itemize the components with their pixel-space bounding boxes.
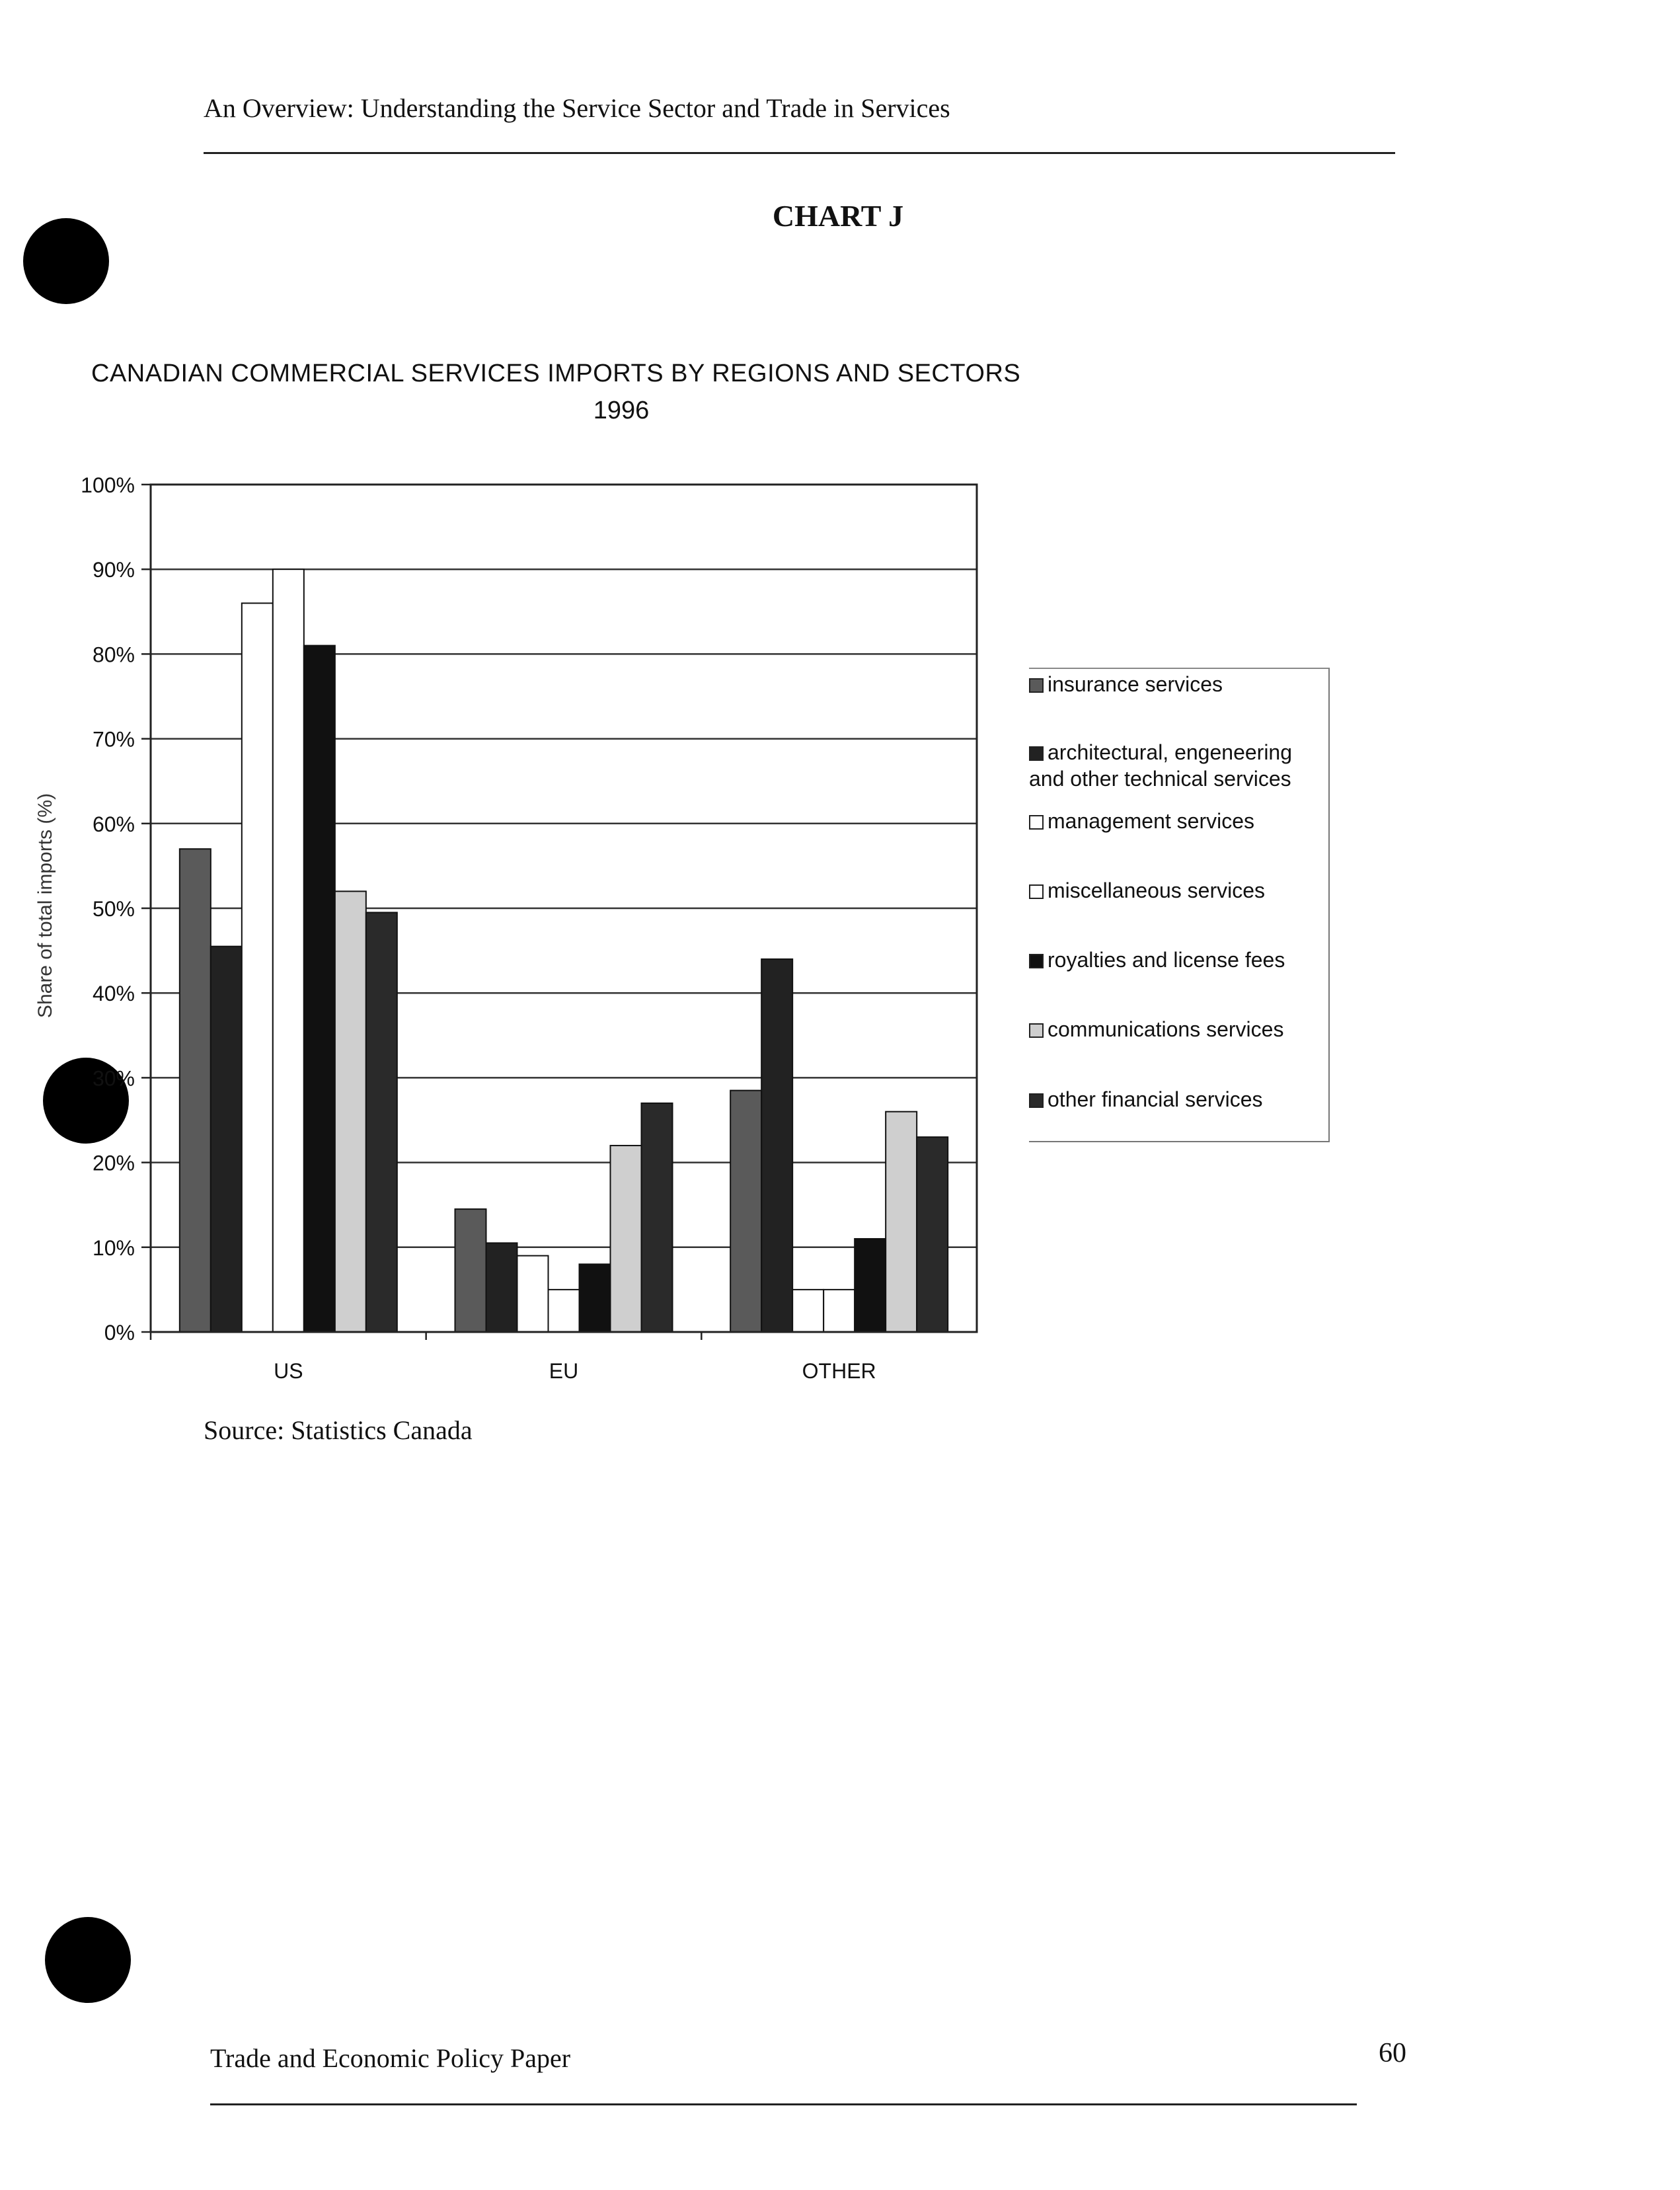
y-tick-label: 20% bbox=[92, 1151, 135, 1175]
footer-title: Trade and Economic Policy Paper bbox=[210, 2043, 571, 2073]
bar-eu-5 bbox=[580, 1264, 611, 1332]
legend-item bbox=[1029, 1016, 1283, 1042]
bar-eu-1 bbox=[455, 1209, 486, 1332]
chart-title: CANADIAN COMMERCIAL SERVICES IMPORTS BY REGIONS AND SECTORS bbox=[91, 360, 1021, 387]
y-tick-label: 50% bbox=[92, 897, 135, 921]
y-tick-label: 30% bbox=[92, 1066, 135, 1091]
y-tick-label: 100% bbox=[81, 473, 135, 497]
bar-other-6 bbox=[886, 1112, 917, 1332]
legend-swatch bbox=[1029, 746, 1044, 761]
legend-label: insurance services bbox=[1048, 672, 1223, 696]
bar-other-7 bbox=[917, 1137, 948, 1332]
legend-swatch bbox=[1029, 1023, 1044, 1038]
x-tick-label: EU bbox=[549, 1359, 579, 1383]
legend-label: architectural, engeneering and other technical services bbox=[1029, 740, 1293, 791]
y-tick-label: 40% bbox=[92, 982, 135, 1006]
bar-us-7 bbox=[366, 912, 397, 1332]
y-tick-label: 10% bbox=[92, 1235, 135, 1260]
y-tick-label: 90% bbox=[92, 558, 135, 582]
bar-other-4 bbox=[823, 1290, 855, 1332]
legend-label: royalties and license fees bbox=[1048, 948, 1285, 972]
bar-eu-4 bbox=[549, 1290, 580, 1332]
bar-eu-6 bbox=[611, 1146, 642, 1332]
legend-swatch bbox=[1029, 1093, 1044, 1108]
legend-item bbox=[1029, 671, 1223, 697]
bar-us-5 bbox=[304, 646, 335, 1332]
bar-us-6 bbox=[335, 891, 366, 1332]
legend-label: management services bbox=[1048, 809, 1255, 833]
bar-other-1 bbox=[730, 1091, 761, 1332]
chart-label: CHART J bbox=[772, 199, 904, 233]
bar-other-3 bbox=[792, 1290, 823, 1332]
legend-label: communications services bbox=[1048, 1017, 1284, 1041]
y-tick-label: 70% bbox=[92, 727, 135, 752]
x-tick-label: US bbox=[274, 1359, 303, 1383]
legend-swatch bbox=[1029, 678, 1044, 693]
bar-us-3 bbox=[242, 603, 273, 1332]
punch-hole-bottom bbox=[45, 1917, 131, 2003]
legend-label: other financial services bbox=[1048, 1087, 1263, 1111]
bar-eu-7 bbox=[642, 1103, 673, 1332]
legend-swatch bbox=[1029, 815, 1044, 830]
bar-other-2 bbox=[761, 959, 792, 1332]
y-tick-label: 80% bbox=[92, 643, 135, 667]
legend-item bbox=[1029, 1086, 1262, 1113]
y-tick-label: 0% bbox=[104, 1321, 135, 1345]
legend-item bbox=[1029, 877, 1265, 904]
bar-us-2 bbox=[211, 947, 242, 1332]
legend-item bbox=[1029, 739, 1292, 792]
chart-subtitle: 1996 bbox=[593, 397, 650, 424]
source-note: Source: Statistics Canada bbox=[204, 1415, 473, 1445]
bar-other-5 bbox=[855, 1239, 886, 1332]
bar-eu-3 bbox=[517, 1256, 549, 1332]
running-header: An Overview: Understanding the Service Sector and Trade in Services bbox=[204, 93, 950, 123]
bar-us-1 bbox=[180, 849, 211, 1332]
x-tick-label: OTHER bbox=[802, 1359, 876, 1383]
legend-item bbox=[1029, 808, 1254, 834]
y-axis-label: Share of total imports (%) bbox=[34, 793, 56, 1019]
legend-label: miscellaneous services bbox=[1048, 879, 1266, 902]
footer-rule bbox=[210, 2103, 1357, 2105]
y-tick-label: 60% bbox=[92, 812, 135, 836]
legend-swatch bbox=[1029, 954, 1044, 968]
legend-item bbox=[1029, 947, 1285, 973]
page-number: 60 bbox=[1379, 2038, 1406, 2068]
bar-eu-2 bbox=[486, 1243, 517, 1332]
bar-us-4 bbox=[273, 569, 304, 1332]
legend-swatch bbox=[1029, 884, 1044, 899]
